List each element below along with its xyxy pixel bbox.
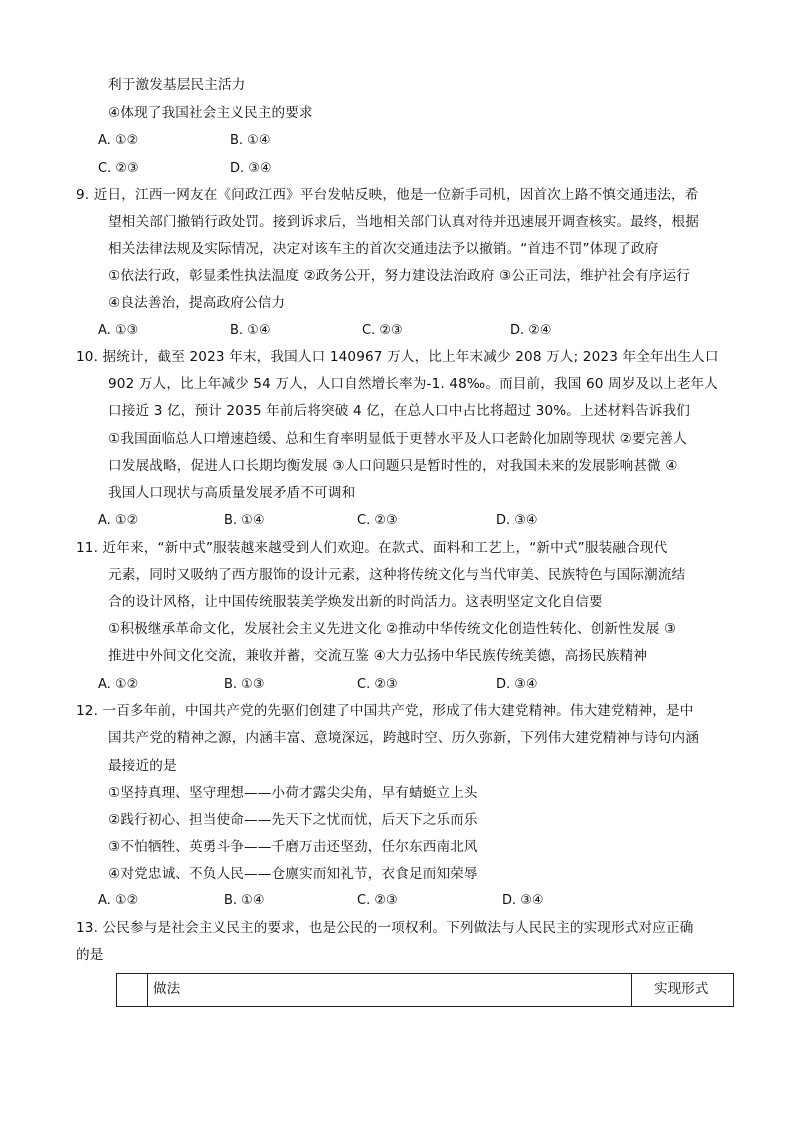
- q12-option-a: A. ①②: [98, 893, 139, 908]
- q9-statements-1-3: ①依法行政，彰显柔性执法温度 ②政务公开，努力建设法治政府 ③公正司法，维护社会有序运行: [108, 268, 690, 284]
- q8-option-c: C. ②③: [98, 161, 139, 176]
- q10-statements-line-1: ①我国面临总人口增速趋缓、总和生育率明显低于更替水平及人口老龄化加剧等现状 ②要完善人: [108, 431, 687, 447]
- q11-stem-line-2: 元素，同时又吸纳了西方服饰的设计元素，这种将传统文化与当代审美、民族特色与国际潮流结: [108, 567, 686, 583]
- q12-stem-line-3: 最接近的是: [108, 758, 177, 774]
- q8-option-b: B. ①④: [230, 133, 271, 148]
- table-divider-1: [147, 974, 148, 1006]
- q11-statements-line-1: ①积极继承革命文化，发展社会主义先进文化 ②推动中华传统文化创造性转化、创新性发展 ③: [108, 621, 677, 637]
- q9-option-a: A. ①③: [98, 323, 139, 338]
- q11-option-b: B. ①③: [224, 677, 265, 692]
- q11-option-d: D. ③④: [496, 677, 538, 692]
- q12-option-c: C. ②③: [357, 893, 398, 908]
- q12-statement-2: ②践行初心、担当使命——先天下之忧而忧，后天下之乐而乐: [108, 812, 478, 828]
- q11-stem-line-3: 合的设计风格，让中国传统服装美学焕发出新的时尚活力。这表明坚定文化自信要: [108, 594, 603, 610]
- q10-stem-line-3: 口接近 3 亿，预计 2035 年前后将突破 4 亿，在总人口中占比将超过 30%。上述材料告诉我们: [108, 403, 691, 419]
- q13-stem-line-2: 的是: [76, 947, 104, 963]
- q12-statement-3: ③不怕牺牲、英勇斗争——千磨万击还坚劲，任尔东西南北风: [108, 839, 478, 855]
- table-header-practice: 做法: [153, 981, 181, 997]
- q9-stem-line-3: 相关法律法规及实际情况，决定对该车主的首次交通违法予以撤销。“首违不罚”体现了政府: [108, 241, 659, 257]
- q10-option-c: C. ②③: [357, 513, 398, 528]
- q9-stem-line-1: 9. 近日，江西一网友在《问政江西》平台发帖反映，他是一位新手司机，因首次上路不慎交通违法，希: [76, 187, 699, 203]
- q8-continued-text: 利于激发基层民主活力: [108, 77, 246, 93]
- q9-option-d: D. ②④: [510, 323, 552, 338]
- q10-stem-line-1: 10. 据统计，截至 2023 年末，我国人口 140967 万人，比上年末减少 208 万人; 2023 年全年出生人口: [76, 349, 719, 365]
- q10-option-d: D. ③④: [496, 513, 538, 528]
- q12-stem-line-1: 12. 一百多年前，中国共产党的先驱们创建了中国共产党，形成了伟大建党精神。伟大建党精神，是中: [76, 703, 694, 719]
- q11-stem-line-1: 11. 近年来，“新中式”服装越来越受到人们欢迎。在款式、面料和工艺上，“新中式”服装融合现代: [76, 540, 668, 556]
- q12-statement-1: ①坚持真理、坚守理想——小荷才露尖尖角，早有蜻蜓立上头: [108, 785, 478, 801]
- q10-statements-line-2: 口发展战略，促进人口长期均衡发展 ③人口问题只是暂时性的，对我国未来的发展影响甚微 ④: [108, 458, 678, 474]
- q9-option-c: C. ②③: [362, 323, 403, 338]
- q10-option-a: A. ①②: [98, 513, 139, 528]
- q10-option-b: B. ①④: [224, 513, 265, 528]
- q8-statement-4: ④体现了我国社会主义民主的要求: [108, 105, 313, 121]
- q11-option-c: C. ②③: [357, 677, 398, 692]
- q12-statement-4: ④对党忠诚、不负人民——仓廪实而知礼节，衣食足而知荣辱: [108, 866, 478, 882]
- q12-option-d: D. ③④: [502, 893, 544, 908]
- q8-option-a: A. ①②: [98, 133, 139, 148]
- q11-statements-line-2: 推进中外间文化交流，兼收并蓄，交流互鉴 ④大力弘扬中华民族传统美德，高扬民族精神: [108, 648, 648, 664]
- q11-option-a: A. ①②: [98, 677, 139, 692]
- table-header-form: 实现形式: [654, 981, 709, 997]
- q9-option-b: B. ①④: [230, 323, 271, 338]
- table-divider-2: [631, 974, 632, 1006]
- q8-option-d: D. ③④: [230, 161, 272, 176]
- q9-statement-4: ④良法善治，提高政府公信力: [108, 295, 286, 311]
- q12-stem-line-2: 国共产党的精神之源，内涵丰富、意境深远，跨越时空、历久弥新，下列伟大建党精神与诗句内涵: [108, 730, 699, 746]
- q10-statements-line-3: 我国人口现状与高质量发展矛盾不可调和: [108, 485, 356, 501]
- q12-option-b: B. ①④: [224, 893, 265, 908]
- q13-stem-line-1: 13. 公民参与是社会主义民主的要求，也是公民的一项权利。下列做法与人民民主的实现形式对应正确: [76, 920, 694, 936]
- q9-stem-line-2: 望相关部门撤销行政处罚。接到诉求后，当地相关部门认真对待并迅速展开调查核实。最终，根据: [108, 214, 699, 230]
- q13-table: [116, 973, 734, 1007]
- q10-stem-line-2: 902 万人，比上年减少 54 万人，人口自然增长率为-1. 48‰。而目前，我国 60 周岁及以上老年人: [108, 376, 719, 392]
